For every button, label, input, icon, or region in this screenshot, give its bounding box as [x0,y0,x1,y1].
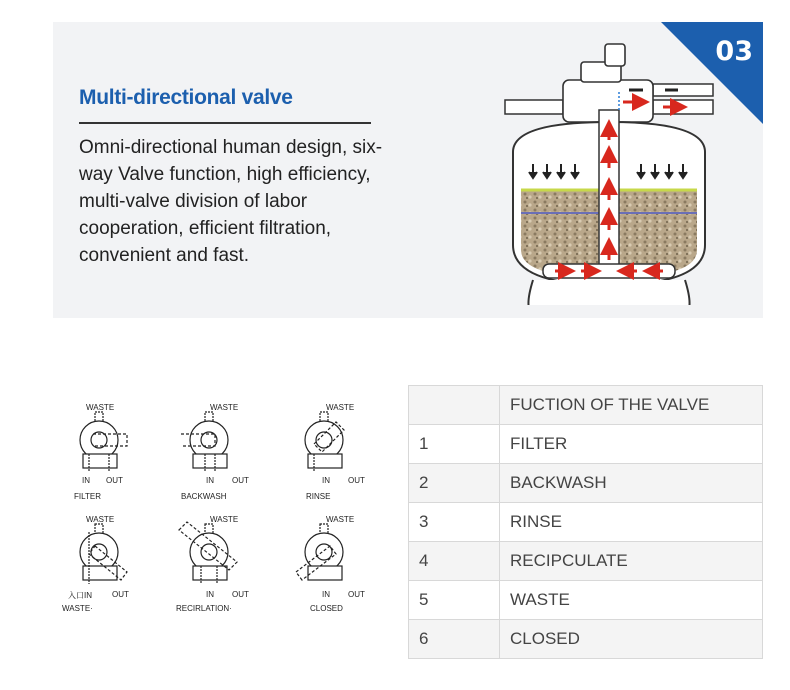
row-function: FILTER [500,425,763,464]
waste-label: WASTE [210,515,239,524]
out-label: OUT [112,590,129,599]
feature-panel [53,22,763,318]
row-function: RINSE [500,503,763,542]
out-label: OUT [232,476,249,485]
table-row [409,464,763,503]
diagram-label-rinse: RINSE [306,492,331,501]
diagram-label-waste: WASTE· [62,604,93,613]
badge-number: 03 [715,36,753,67]
row-function: RECIPCULATE [500,542,763,581]
out-label: OUT [348,476,365,485]
row-function: CLOSED [500,620,763,659]
in-label: IN [206,476,214,485]
table-header-cell: FUCTION OF THE VALVE [500,386,763,425]
waste-label: WASTE [326,515,355,524]
diagram-label-filter: FILTER [74,492,101,501]
in-label: IN [82,476,90,485]
diagram-label-recirculation: RECIRLATION· [176,604,232,613]
table-row [409,620,763,659]
table-header-cell [409,386,500,425]
table-row [409,542,763,581]
in-label-cn: 入口IN [68,591,92,600]
row-number: 4 [409,542,500,581]
title-divider [79,122,371,124]
in-label: IN [206,590,214,599]
valve-position-diagrams [60,400,370,620]
sand-filter-tank-icon [503,40,718,305]
table-row [409,425,763,464]
out-label: OUT [106,476,123,485]
row-number: 5 [409,581,500,620]
row-number: 2 [409,464,500,503]
table-row [409,503,763,542]
out-label: OUT [232,590,249,599]
waste-label: WASTE [210,403,239,412]
table-header-row [409,386,763,425]
row-function: BACKWASH [500,464,763,503]
in-label: IN [322,590,330,599]
waste-label: WASTE [86,515,115,524]
valve-diagrams-art [60,400,370,620]
section-title: Multi-directional valve [79,86,293,109]
table-row [409,581,763,620]
in-label: IN [322,476,330,485]
waste-label: WASTE [86,403,115,412]
diagram-label-backwash: BACKWASH [181,492,227,501]
row-function: WASTE [500,581,763,620]
waste-label: WASTE [326,403,355,412]
section-description: Omni-directional human design, six-way Valve function, high efficiency, multi-valve division of labor cooperation, efficient filtration, convenient and fast. [79,137,383,266]
row-number: 6 [409,620,500,659]
diagram-label-closed: CLOSED [310,604,343,613]
row-number: 3 [409,503,500,542]
out-label: OUT [348,590,365,599]
valve-function-table [408,385,763,659]
row-number: 1 [409,425,500,464]
